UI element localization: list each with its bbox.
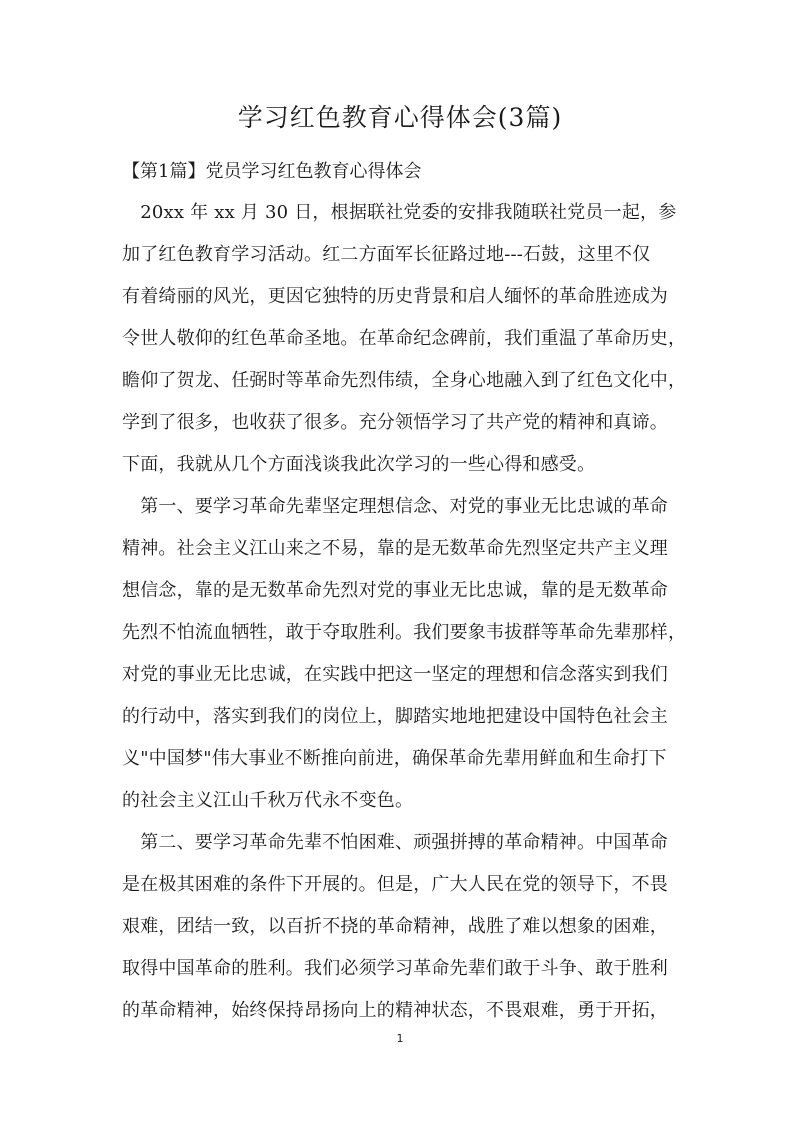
page-number: 1 bbox=[396, 1032, 404, 1045]
paragraph-line: 瞻仰了贺龙、任弼时等革命先烈伟绩，全身心地融入到了红色文化中， bbox=[122, 370, 687, 391]
paragraph-line: 取得中国革命的胜利。我们必须学习革命先辈们敢于斗争、敢于胜利 bbox=[122, 958, 668, 979]
paragraph-line: 艰难，团结一致，以百折不挠的革命精神，战胜了难以想象的困难， bbox=[122, 916, 668, 937]
paragraph-line: 想信念，靠的是无数革命先烈对党的事业无比忠诚，靠的是无数革命 bbox=[122, 580, 668, 601]
paragraph-line: 精神。社会主义江山来之不易，靠的是无数革命先烈坚定共产主义理 bbox=[122, 538, 668, 559]
section-heading: 【第1篇】党员学习红色教育心得体会 bbox=[122, 161, 422, 182]
paragraph-line: 有着绮丽的风光，更因它独特的历史背景和启人缅怀的革命胜迹成为 bbox=[122, 286, 668, 307]
paragraph-line: 20xx 年 xx 月 30 日，根据联社党委的安排我随联社党员一起，参 bbox=[122, 202, 677, 223]
paragraph-line: 下面，我就从几个方面浅谈我此次学习的一些心得和感受。 bbox=[122, 454, 596, 475]
paragraph-line: 加了红色教育学习活动。红二方面军长征路过地---石鼓，这里不仅 bbox=[122, 244, 651, 265]
paragraph-line: 对党的事业无比忠诚，在实践中把这一坚定的理想和信念落实到我们 bbox=[122, 664, 668, 685]
paragraph-line: 第二、要学习革命先辈不怕困难、顽强拼搏的革命精神。中国革命 bbox=[122, 832, 668, 853]
paragraph-line: 先烈不怕流血牺牲，敢于夺取胜利。我们要象韦拔群等革命先辈那样， bbox=[122, 622, 687, 643]
document-title: 学习红色教育心得体会(3篇) bbox=[237, 103, 563, 132]
paragraph-line: 义"中国梦"伟大事业不断推向前进，确保革命先辈用鲜血和生命打下 bbox=[122, 748, 667, 769]
paragraph-line: 是在极其困难的条件下开展的。但是，广大人民在党的领导下，不畏 bbox=[122, 874, 668, 895]
paragraph-line: 的行动中，落实到我们的岗位上，脚踏实地地把建设中国特色社会主 bbox=[122, 706, 668, 727]
paragraph-line: 的革命精神，始终保持昂扬向上的精神状态，不畏艰难，勇于开拓， bbox=[122, 1000, 668, 1021]
paragraph-line: 第一、要学习革命先辈坚定理想信念、对党的事业无比忠诚的革命 bbox=[122, 496, 668, 517]
paragraph-line: 的社会主义江山千秋万代永不变色。 bbox=[122, 790, 414, 811]
paragraph-line: 学到了很多，也收获了很多。充分领悟学习了共产党的精神和真谛。 bbox=[122, 412, 668, 433]
paragraph-line: 令世人敬仰的红色革命圣地。在革命纪念碑前，我们重温了革命历史， bbox=[122, 328, 687, 349]
